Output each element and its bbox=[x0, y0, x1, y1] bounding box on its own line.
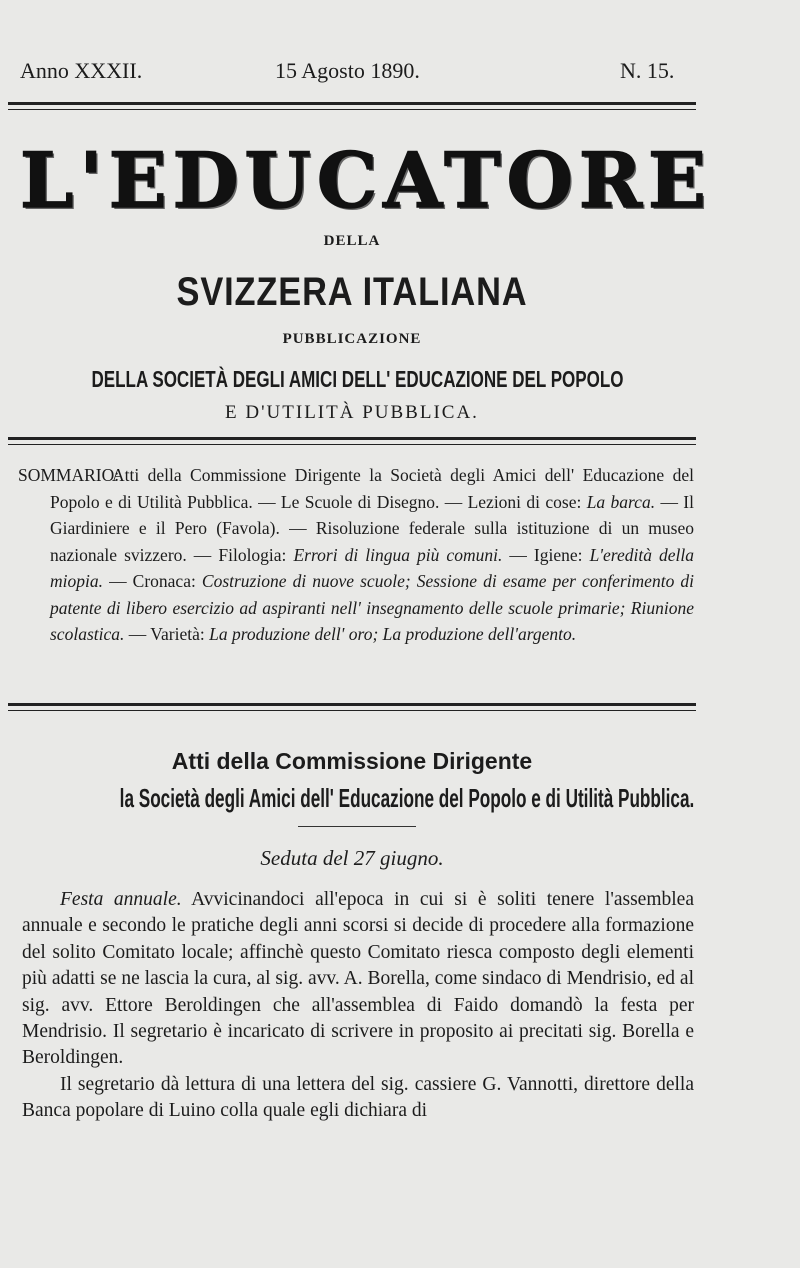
masthead-pubblicazione: PUBBLICAZIONE bbox=[282, 331, 422, 347]
sommario-part1: Atti della Commissione Dirigente la Società degli Amici dell' Educazione del Popolo e di Utilità Pubblica. — Le Scuole di Disegno. — Lezioni di cose: bbox=[50, 465, 694, 512]
article-subtitle: la Società degli Amici dell' Educazione del Popolo e di Utilità Pubblica. bbox=[119, 783, 695, 813]
sommario-part2: — Il Giardiniere e il Pero (Favola). — Risoluzione federale sulla istituzione di un museo nazionale svizzero. — Filologia: bbox=[50, 491, 694, 565]
masthead-title-text: L'EDUCATORE bbox=[20, 136, 712, 225]
sommario-varieta-items: La produzione dell' oro; La produzione dell'argento. bbox=[209, 624, 577, 644]
masthead-societa: DELLA SOCIETÀ DEGLI AMICI DELL' EDUCAZIONE DEL POPOLO bbox=[91, 366, 624, 392]
festa-label: Festa annuale. bbox=[60, 889, 182, 910]
session-heading: Seduta del 27 giugno. bbox=[260, 846, 444, 870]
masthead-rule bbox=[8, 437, 696, 445]
sommario-igiene: — Igiene: bbox=[509, 544, 583, 565]
volume-year: Anno XXXII. bbox=[20, 58, 143, 83]
issue-header bbox=[20, 58, 690, 90]
sommario-cronaca: — Cronaca: bbox=[109, 571, 196, 591]
paragraph-text: Il segretario dà lettura di una lettera del sig. cassiere G. Vannotti, direttore della Banca popolare di Luino colla quale egli dichiara di bbox=[22, 1073, 694, 1122]
masthead-subtitle: SVIZZERA ITALIANA bbox=[176, 270, 528, 314]
sommario-rule bbox=[8, 703, 696, 711]
issue-date: 15 Agosto 1890. bbox=[275, 58, 420, 83]
issue-number: N. 15. bbox=[620, 58, 675, 83]
article-divider bbox=[298, 826, 416, 827]
header-rule bbox=[8, 102, 696, 110]
sommario-cronaca-items: Costruzione di nuove scuole; Sessione di esame per conferimento di patente di libero esercizio ad aspiranti nell' insegnamento delle scuole primarie; Riunione scolastica. bbox=[50, 571, 695, 644]
sommario-barca: La barca. bbox=[586, 491, 656, 512]
article-title: Atti della Commissione Dirigente bbox=[171, 748, 533, 774]
paragraph bbox=[22, 887, 694, 1072]
paragraph bbox=[22, 1072, 694, 1125]
masthead-utilita: E D'UTILITÀ PUBBLICA. bbox=[225, 402, 479, 423]
article-body bbox=[22, 887, 694, 1125]
sommario-varieta: — Varietà: bbox=[128, 624, 205, 644]
sommario-miopia: L'eredità della miopia. bbox=[50, 544, 694, 591]
masthead-della: DELLA bbox=[323, 233, 381, 249]
paragraph-text: Avvicinandoci all'epoca in cui si è soliti tenere l'assemblea annuale e secondo le pratiche degli anni scorsi si decide di procedere alla formazione del solito Comitato locale; affinchè questo Comitato riesca composto degli elementi più adatti se ne lascia la cura, al sig. avv. A. Borella, come sindaco di Mendrisio, ed al sig. avv. Ettore Beroldingen che all'assemblea di Faido domandò la festa per Mendrisio. Il segretario è incaricato di scrivere in proposito ai precitati sig. Borella e Beroldingen. bbox=[22, 889, 694, 1069]
sommario-label: SOMMARIO: bbox=[18, 465, 120, 485]
masthead-title bbox=[20, 136, 712, 225]
sommario-errori: Errori di lingua più comuni. bbox=[293, 544, 503, 565]
sommario-block bbox=[18, 462, 695, 648]
